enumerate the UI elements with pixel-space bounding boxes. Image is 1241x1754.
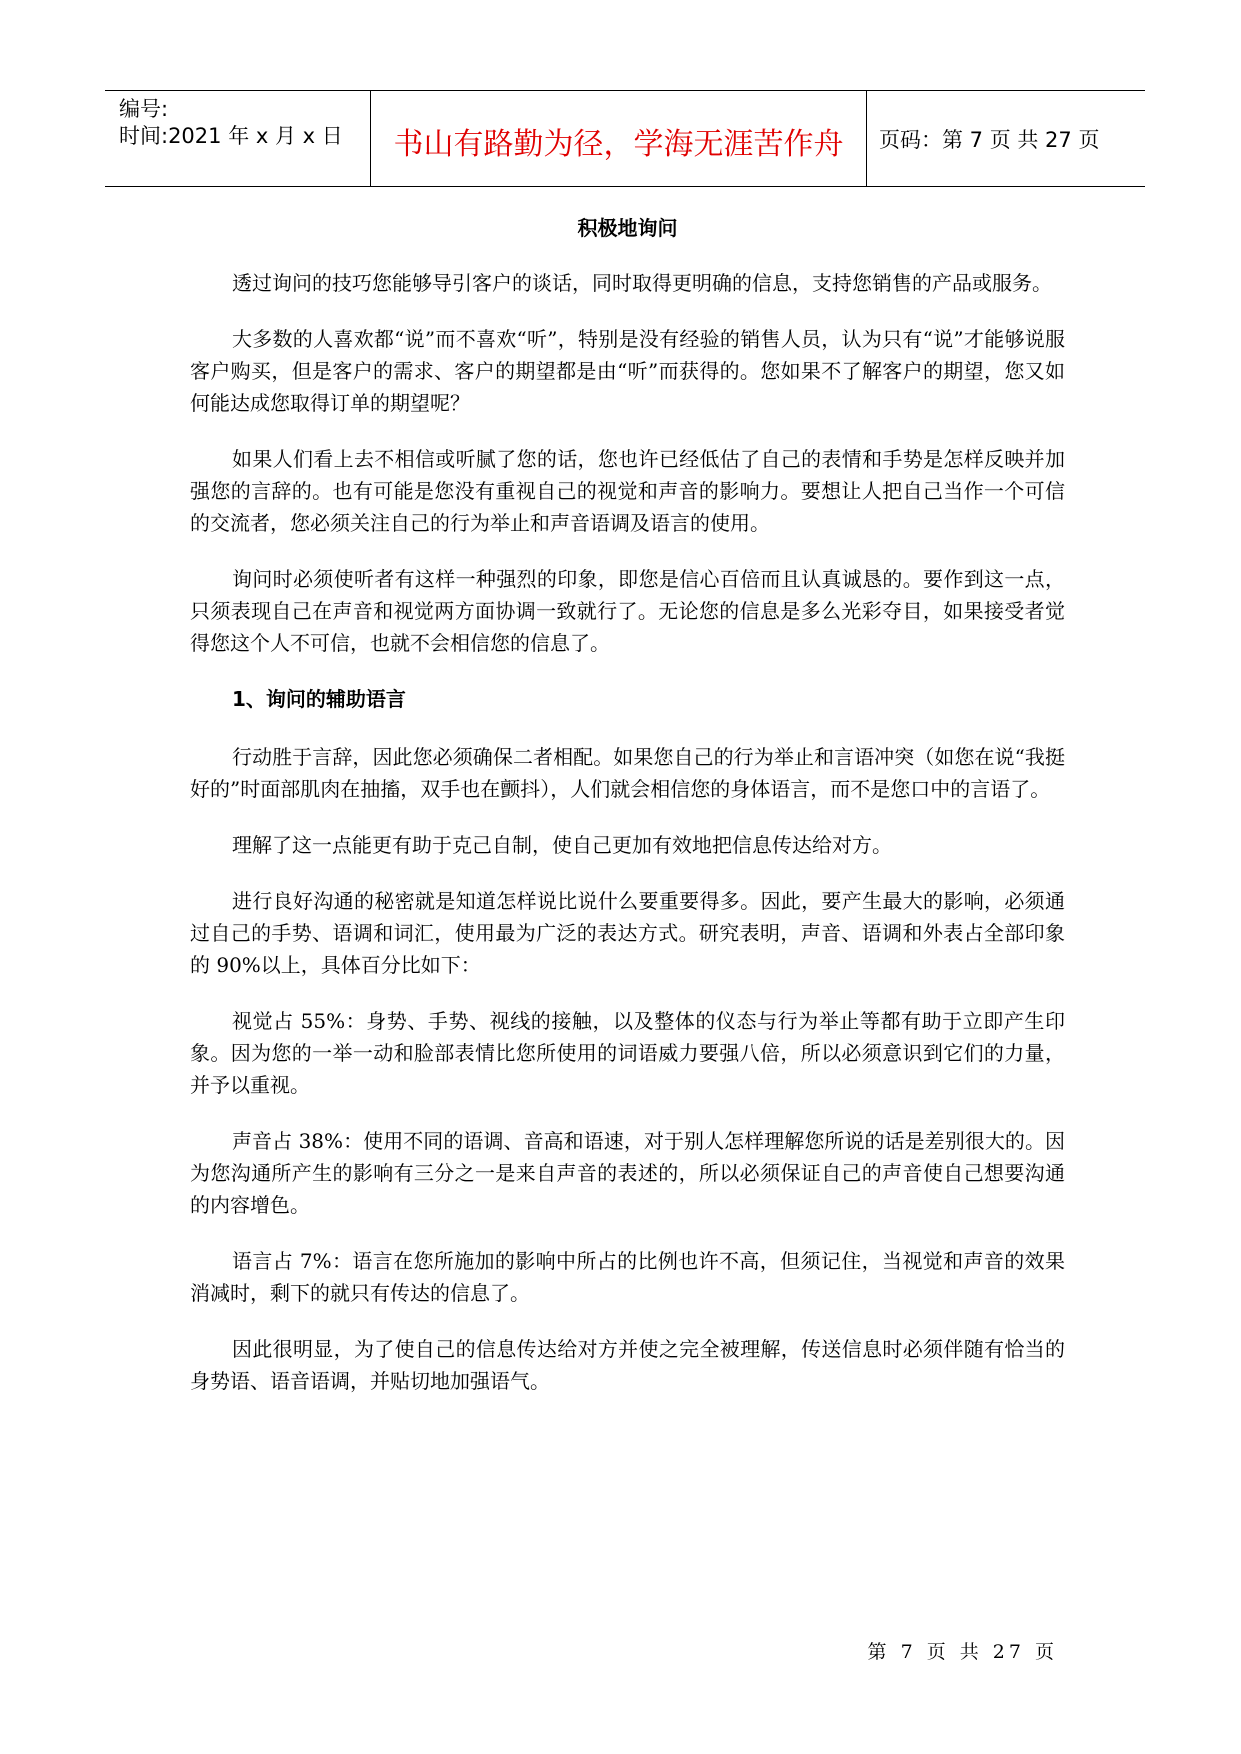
page-footer: 第 7 页 共 27 页 [867,1641,1058,1663]
document-title: 积极地询问 [577,216,678,240]
paragraph: 语言占 7%：语言在您所施加的影响中所占的比例也许不高，但须记住，当视觉和声音的效果消减时，剩下的就只有传达的信息了。 [190,1249,1065,1305]
paragraph: 大多数的人喜欢都“说”而不喜欢“听”，特别是没有经验的销售人员，认为只有“说”才能够说服客户购买，但是客户的需求、客户的期望都是由“听”而获得的。您如果不了解客户的期望，您又如何能达成您取得订单的期望呢？ [190,327,1065,415]
header-motto: 书山有路勤为径，学海无涯苦作舟 [393,127,844,162]
header-table [105,90,1145,187]
section-heading: 1、询问的辅助语言 [232,687,406,711]
header-right-cell [867,91,1145,186]
paragraph: 行动胜于言辞，因此您必须确保二者相配。如果您自己的行为举止和言语冲突（如您在说“我挺好的”时面部肌肉在抽搐，双手也在颤抖），人们就会相信您的身体语言，而不是您口中的言语了。 [190,745,1065,801]
paragraph: 透过询问的技巧您能够导引客户的谈话，同时取得更明确的信息，支持您销售的产品或服务。 [232,271,1052,295]
paragraph: 进行良好沟通的秘密就是知道怎样说比说什么要重要得多。因此，要产生最大的影响，必须通过自己的手势、语调和词汇，使用最为广泛的表达方式。研究表明，声音、语调和外表占全部印象的 90%以上，具体百分比如下： [190,889,1065,977]
serial-label: 编号: [119,97,169,121]
paragraph: 理解了这一点能更有助于克己自制，使自己更加有效地把信息传达给对方。 [232,833,892,857]
paragraph: 因此很明显，为了使自己的信息传达给对方并使之完全被理解，传送信息时必须伴随有恰当的身势语、语音语调，并贴切地加强语气。 [190,1337,1065,1393]
header-middle-cell [370,91,867,186]
paragraph: 如果人们看上去不相信或听腻了您的话，您也许已经低估了自己的表情和手势是怎样反映并加强您的言辞的。也有可能是您没有重视自己的视觉和声音的影响力。要想让人把自己当作一个可信的交流者，您必须关注自己的行为举止和声音语调及语言的使用。 [190,447,1065,535]
paragraph: 视觉占 55%：身势、手势、视线的接触，以及整体的仪态与行为举止等都有助于立即产生印象。因为您的一举一动和脸部表情比您所使用的词语威力要强八倍，所以必须意识到它们的力量，并予以重视。 [190,1009,1065,1097]
header-page-label: 页码：第 7 页 共 27 页 [879,128,1100,152]
paragraph: 声音占 38%：使用不同的语调、音高和语速，对于别人怎样理解您所说的话是差别很大的。因为您沟通所产生的影响有三分之一是来自声音的表述的，所以必须保证自己的声音使自己想要沟通的内容增色。 [190,1129,1065,1217]
document-body [190,200,1065,1421]
paragraph: 询问时必须使听者有这样一种强烈的印象，即您是信心百倍而且认真诚恳的。要作到这一点，只须表现自己在声音和视觉两方面协调一致就行了。无论您的信息是多么光彩夺目，如果接受者觉得您这个人不可信，也就不会相信您的信息了。 [190,567,1065,655]
time-label: 时间:2021 年 x 月 x 日 [119,124,343,148]
header-left-cell [105,91,370,186]
